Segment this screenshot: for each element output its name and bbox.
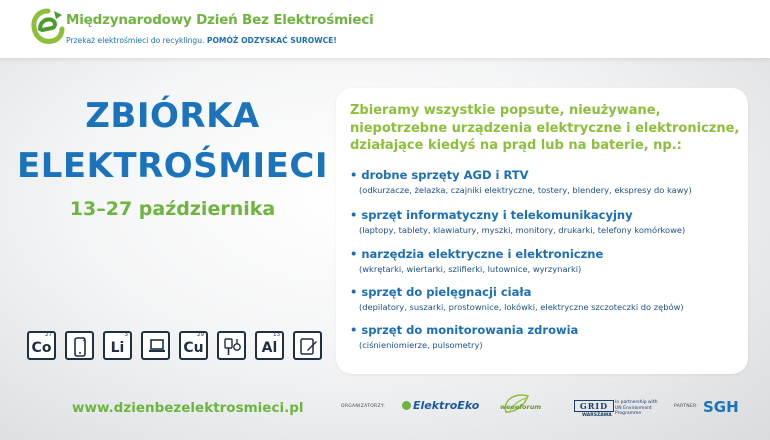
element-symbol: Cu [183,340,204,356]
smartphone-icon [72,337,88,357]
weee-forum-logo[interactable]: weeeforum [500,403,542,411]
element-symbol: Li [110,340,125,356]
element-tile-aluminium [255,331,284,360]
category-desc: (ciśnieniomierze, pulsometry) [359,340,483,350]
category-title: • sprzęt do pielęgnacji ciała [350,285,532,299]
category-item [350,247,746,274]
atomic-number: 3 [124,332,128,338]
tablet-pen-icon [300,337,318,357]
atomic-number: 29 [197,332,204,338]
organizers-label: ORGANIZATORZY: [341,404,386,409]
category-title: • sprzęt informatyczny i telekomunikacyjny [350,208,633,222]
campaign-title: Międzynarodowy Dzień Bez Elektrośmieci [66,12,374,28]
headline-line-1: ZBIÓRKA [85,96,260,136]
element-symbol: Al [261,340,278,356]
laptop-tile [141,331,170,360]
category-desc: (odkurzacze, żelazka, czajniki elektryczne, tostery, blendery, ekspresy do kawy) [359,185,692,195]
toolbox-icon [224,337,242,357]
category-item [350,323,746,350]
collection-dates: 13–27 października [69,198,276,220]
category-item [350,285,746,312]
laptop-icon [148,337,166,355]
unep-partnership: In partnership with UN Environment Programme [615,400,658,416]
toolbox-tile [217,331,246,360]
info-card [336,88,748,374]
atomic-number: 13 [273,332,280,338]
headline-line-2: ELEKTROŚMIECI [16,146,329,186]
partner-label: PARTNER: [674,404,699,409]
tagline-bold: POMÓŻ ODZYSKAĆ SUROWCE! [206,36,337,45]
card-intro: Zbieramy wszystkie popsute, nieużywane, niepotrzebne urządzenia elektryczne i elektroniczne, działające kiedyś na prąd lub na baterie, np.: [350,103,740,153]
category-title: • drobne sprzęty AGD i RTV [350,168,529,182]
recycle-e-logo-icon[interactable] [28,7,68,47]
element-symbol: Co [31,340,52,356]
category-desc: (depilatory, suszarki, prostownice, lokówki, elektryczne szczoteczki do zębów) [359,302,684,312]
campaign-website-link[interactable]: www.dzienbezelektrosmieci.pl [72,400,304,416]
header-bar [0,0,770,58]
element-tile-cobalt [27,331,56,360]
campaign-tagline [66,36,337,45]
element-tile-lithium [103,331,132,360]
elektroeko-mark-icon [402,401,411,410]
grid-logo[interactable]: GRID [574,400,614,412]
category-title: • narzędzia elektryczne i elektroniczne [350,247,604,261]
tagline-normal: Przekaż elektrośmieci do recyklingu. [66,36,205,45]
category-desc: (wkrętarki, wiertarki, szlifierki, lutownice, wyrzynarki) [359,264,582,274]
atomic-number: 27 [45,332,52,338]
tablet-tile [293,331,322,360]
category-item [350,208,746,235]
sgh-logo[interactable]: SGH [703,398,739,416]
elektroeko-name: ElektroEko [413,399,480,412]
elektroeko-logo[interactable] [402,399,479,412]
grid-city: WARSZAWA [582,413,612,418]
element-tile-copper [179,331,208,360]
category-desc: (laptopy, tablety, klawiatury, myszki, monitory, drukarki, telefony komórkowe) [359,225,686,235]
category-item [350,168,746,195]
category-title: • sprzęt do monitorowania zdrowia [350,323,579,337]
smartphone-tile [65,331,94,360]
